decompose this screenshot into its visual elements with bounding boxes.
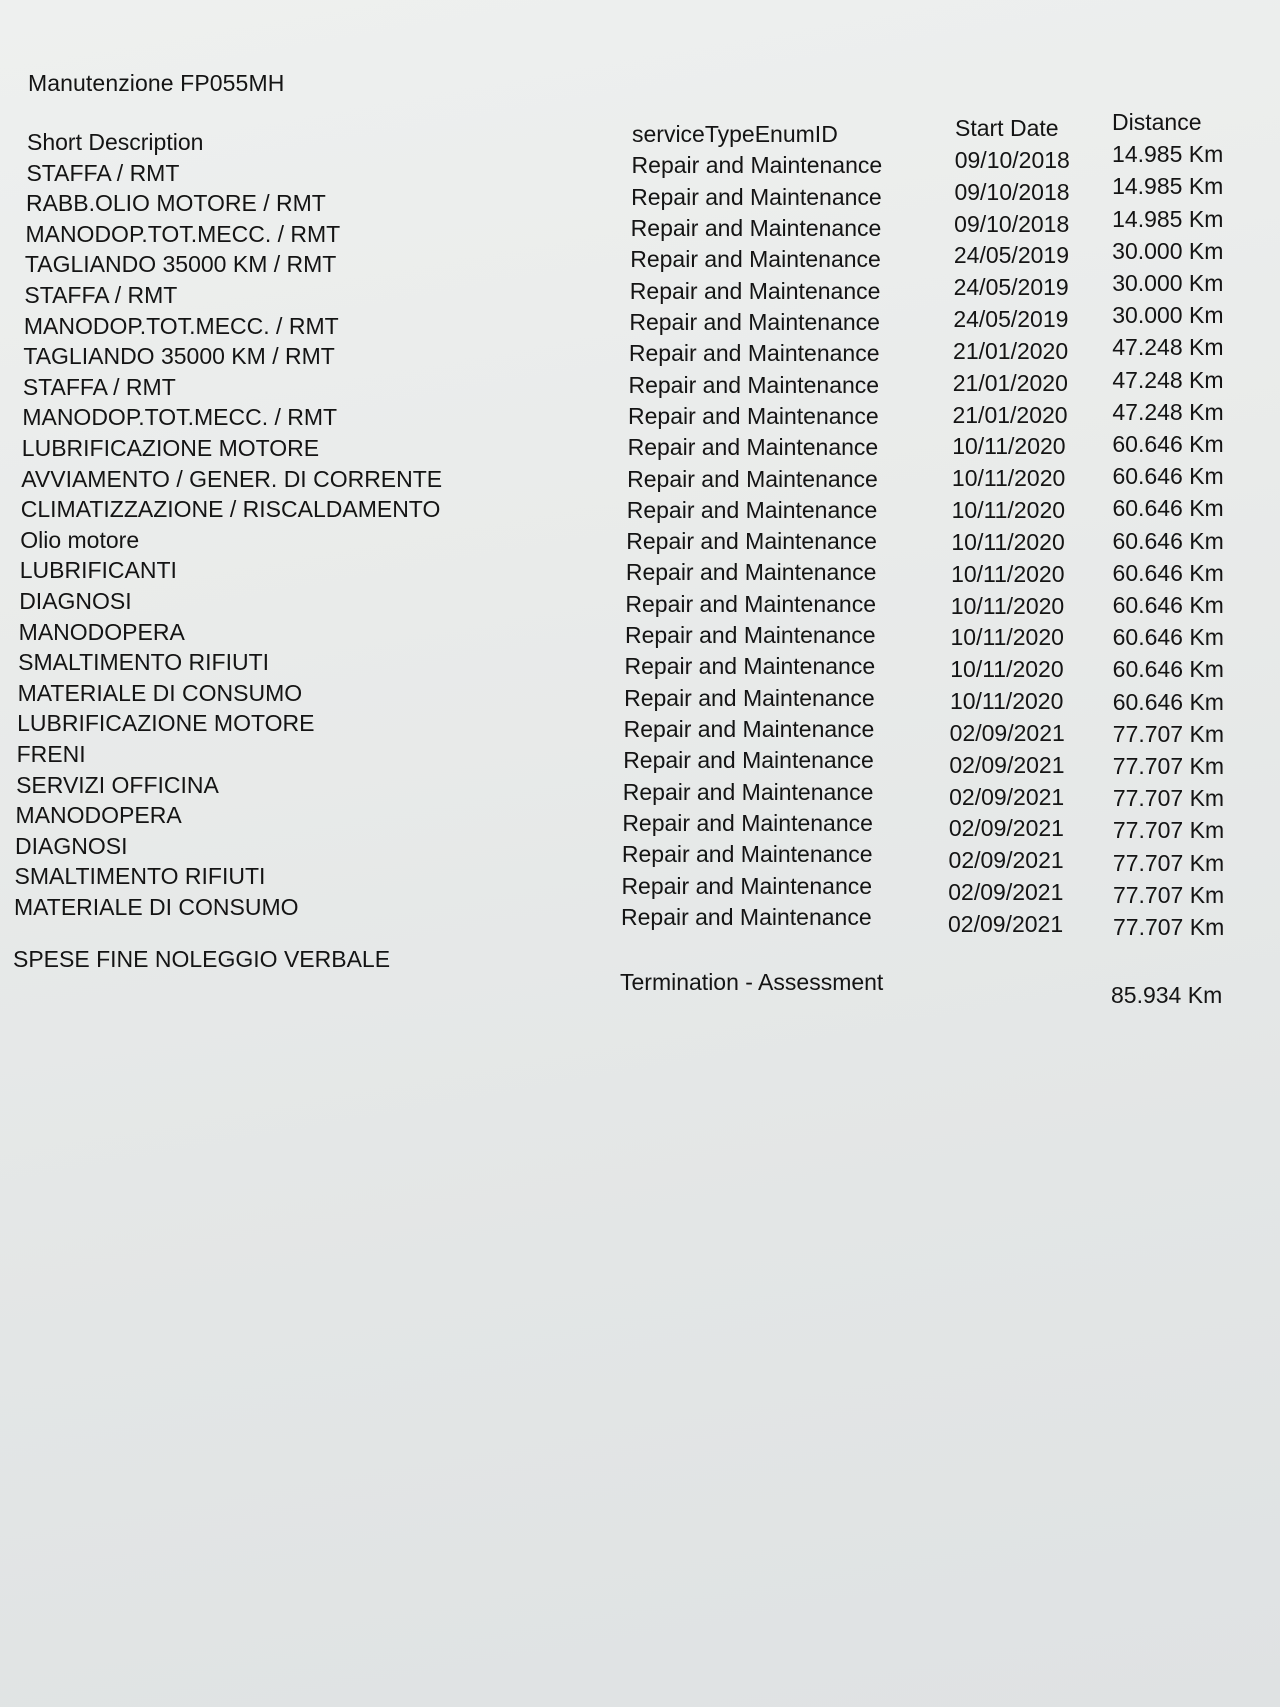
row-4-distance: 30.000 Km	[1112, 237, 1224, 264]
row-12-description: CLIMATIZZAZIONE / RISCALDAMENTO	[20, 496, 441, 523]
row-21-distance: 77.707 Km	[1112, 785, 1225, 812]
row-22-description: MANODOPERA	[15, 802, 182, 829]
row-11-distance: 60.646 Km	[1112, 463, 1224, 490]
row-10-service-type: Repair and Maintenance	[627, 434, 879, 461]
row-24-start-date: 02/09/2021	[948, 879, 1064, 906]
row-15-distance: 60.646 Km	[1112, 592, 1224, 618]
row-25-service-type: Repair and Maintenance	[621, 904, 872, 930]
row-18-service-type: Repair and Maintenance	[624, 684, 875, 711]
column-header-description: Short Description	[27, 129, 204, 155]
row-9-service-type: Repair and Maintenance	[628, 402, 879, 429]
row-22-start-date: 02/09/2021	[948, 815, 1064, 842]
row-23-start-date: 02/09/2021	[948, 847, 1064, 874]
row-6-distance: 30.000 Km	[1112, 302, 1224, 329]
row-12-service-type: Repair and Maintenance	[626, 496, 878, 523]
row-3-distance: 14.985 Km	[1112, 205, 1224, 232]
row-8-start-date: 21/01/2020	[952, 369, 1068, 396]
row-25-distance: 77.707 Km	[1113, 914, 1225, 940]
row-1-distance: 14.985 Km	[1112, 141, 1224, 168]
row-14-service-type: Repair and Maintenance	[625, 559, 877, 586]
row-25-start-date: 02/09/2021	[948, 911, 1064, 937]
row-21-service-type: Repair and Maintenance	[622, 778, 874, 805]
final-entry-description: SPESE FINE NOLEGGIO VERBALE	[13, 946, 391, 972]
row-19-distance: 77.707 Km	[1112, 720, 1224, 747]
row-1-start-date: 09/10/2018	[954, 146, 1070, 173]
row-8-distance: 47.248 Km	[1112, 366, 1224, 393]
row-24-distance: 77.707 Km	[1112, 881, 1225, 908]
row-24-service-type: Repair and Maintenance	[621, 872, 873, 899]
row-1-service-type: Repair and Maintenance	[631, 152, 883, 179]
row-5-distance: 30.000 Km	[1112, 270, 1224, 296]
row-18-distance: 60.646 Km	[1112, 688, 1224, 715]
row-20-description: FRENI	[16, 741, 86, 767]
row-12-distance: 60.646 Km	[1112, 495, 1224, 522]
row-5-description: STAFFA / RMT	[24, 282, 178, 308]
row-9-description: MANODOP.TOT.MECC. / RMT	[22, 404, 338, 431]
row-10-distance: 60.646 Km	[1112, 431, 1224, 457]
row-18-description: MATERIALE DI CONSUMO	[17, 679, 303, 706]
row-2-description: RABB.OLIO MOTORE / RMT	[25, 190, 326, 217]
row-15-description: DIAGNOSI	[19, 588, 132, 614]
row-16-description: MANODOPERA	[18, 618, 185, 645]
document-title: Manutenzione FP055MH	[28, 70, 285, 96]
row-17-start-date: 10/11/2020	[950, 656, 1064, 683]
column-header-service-type: serviceTypeEnumID	[632, 121, 838, 147]
row-16-service-type: Repair and Maintenance	[624, 622, 876, 649]
row-17-service-type: Repair and Maintenance	[624, 653, 876, 680]
row-15-service-type: Repair and Maintenance	[625, 590, 876, 617]
row-2-service-type: Repair and Maintenance	[631, 183, 882, 210]
row-19-start-date: 02/09/2021	[949, 719, 1065, 746]
row-6-description: MANODOP.TOT.MECC. / RMT	[23, 312, 339, 339]
row-21-start-date: 02/09/2021	[949, 783, 1065, 810]
row-20-service-type: Repair and Maintenance	[623, 747, 874, 774]
row-14-start-date: 10/11/2020	[951, 560, 1065, 587]
final-entry-distance: 85.934 Km	[1111, 982, 1223, 1008]
row-23-description: DIAGNOSI	[15, 832, 128, 859]
row-11-description: AVVIAMENTO / GENER. DI CORRENTE	[21, 465, 443, 492]
row-5-service-type: Repair and Maintenance	[629, 277, 881, 304]
row-13-description: Olio motore	[20, 526, 140, 553]
row-14-distance: 60.646 Km	[1112, 559, 1224, 586]
row-4-start-date: 24/05/2019	[953, 242, 1069, 269]
column-header-start-date: Start Date	[955, 115, 1059, 141]
row-18-start-date: 10/11/2020	[949, 688, 1064, 715]
row-7-service-type: Repair and Maintenance	[628, 340, 880, 367]
row-1-description: STAFFA / RMT	[26, 159, 180, 186]
row-3-service-type: Repair and Maintenance	[630, 214, 882, 241]
row-11-service-type: Repair and Maintenance	[627, 465, 878, 492]
column-header-distance: Distance	[1112, 109, 1202, 135]
row-20-start-date: 02/09/2021	[949, 751, 1065, 778]
row-9-distance: 47.248 Km	[1112, 398, 1224, 425]
row-23-service-type: Repair and Maintenance	[621, 841, 873, 868]
row-24-description: SMALTIMENTO RIFIUTI	[14, 863, 266, 890]
row-13-distance: 60.646 Km	[1112, 527, 1224, 554]
row-8-description: STAFFA / RMT	[22, 373, 176, 400]
row-16-distance: 60.646 Km	[1112, 624, 1224, 651]
row-17-distance: 60.646 Km	[1112, 656, 1224, 683]
row-13-service-type: Repair and Maintenance	[626, 528, 877, 555]
row-16-start-date: 10/11/2020	[950, 624, 1064, 651]
row-8-service-type: Repair and Maintenance	[628, 371, 880, 398]
row-6-start-date: 24/05/2019	[953, 306, 1069, 333]
row-21-description: SERVIZI OFFICINA	[16, 771, 219, 798]
row-2-start-date: 09/10/2018	[954, 178, 1070, 205]
row-6-service-type: Repair and Maintenance	[629, 308, 880, 335]
row-12-start-date: 10/11/2020	[951, 497, 1066, 524]
final-entry-service-type: Termination - Assessment	[620, 969, 884, 995]
row-20-distance: 77.707 Km	[1112, 753, 1225, 779]
row-22-distance: 77.707 Km	[1112, 817, 1225, 844]
row-2-distance: 14.985 Km	[1112, 173, 1224, 200]
row-3-start-date: 09/10/2018	[954, 210, 1070, 237]
row-13-start-date: 10/11/2020	[951, 528, 1065, 555]
row-14-description: LUBRIFICANTI	[19, 557, 177, 584]
row-7-description: TAGLIANDO 35000 KM / RMT	[23, 343, 335, 370]
row-25-description: MATERIALE DI CONSUMO	[14, 894, 299, 920]
row-23-distance: 77.707 Km	[1112, 849, 1225, 876]
row-10-description: LUBRIFICAZIONE MOTORE	[21, 435, 320, 461]
row-10-start-date: 10/11/2020	[952, 433, 1066, 460]
row-19-service-type: Repair and Maintenance	[623, 716, 875, 743]
row-3-description: MANODOP.TOT.MECC. / RMT	[25, 220, 341, 247]
row-4-description: TAGLIANDO 35000 KM / RMT	[24, 251, 337, 278]
row-7-distance: 47.248 Km	[1112, 334, 1224, 361]
row-22-service-type: Repair and Maintenance	[622, 810, 873, 837]
row-5-start-date: 24/05/2019	[953, 274, 1069, 301]
row-17-description: SMALTIMENTO RIFIUTI	[18, 649, 270, 676]
row-15-start-date: 10/11/2020	[950, 592, 1065, 619]
row-7-start-date: 21/01/2020	[953, 337, 1069, 364]
row-19-description: LUBRIFICAZIONE MOTORE	[17, 710, 315, 737]
row-11-start-date: 10/11/2020	[951, 465, 1066, 492]
row-9-start-date: 21/01/2020	[952, 401, 1068, 428]
row-4-service-type: Repair and Maintenance	[630, 246, 881, 273]
